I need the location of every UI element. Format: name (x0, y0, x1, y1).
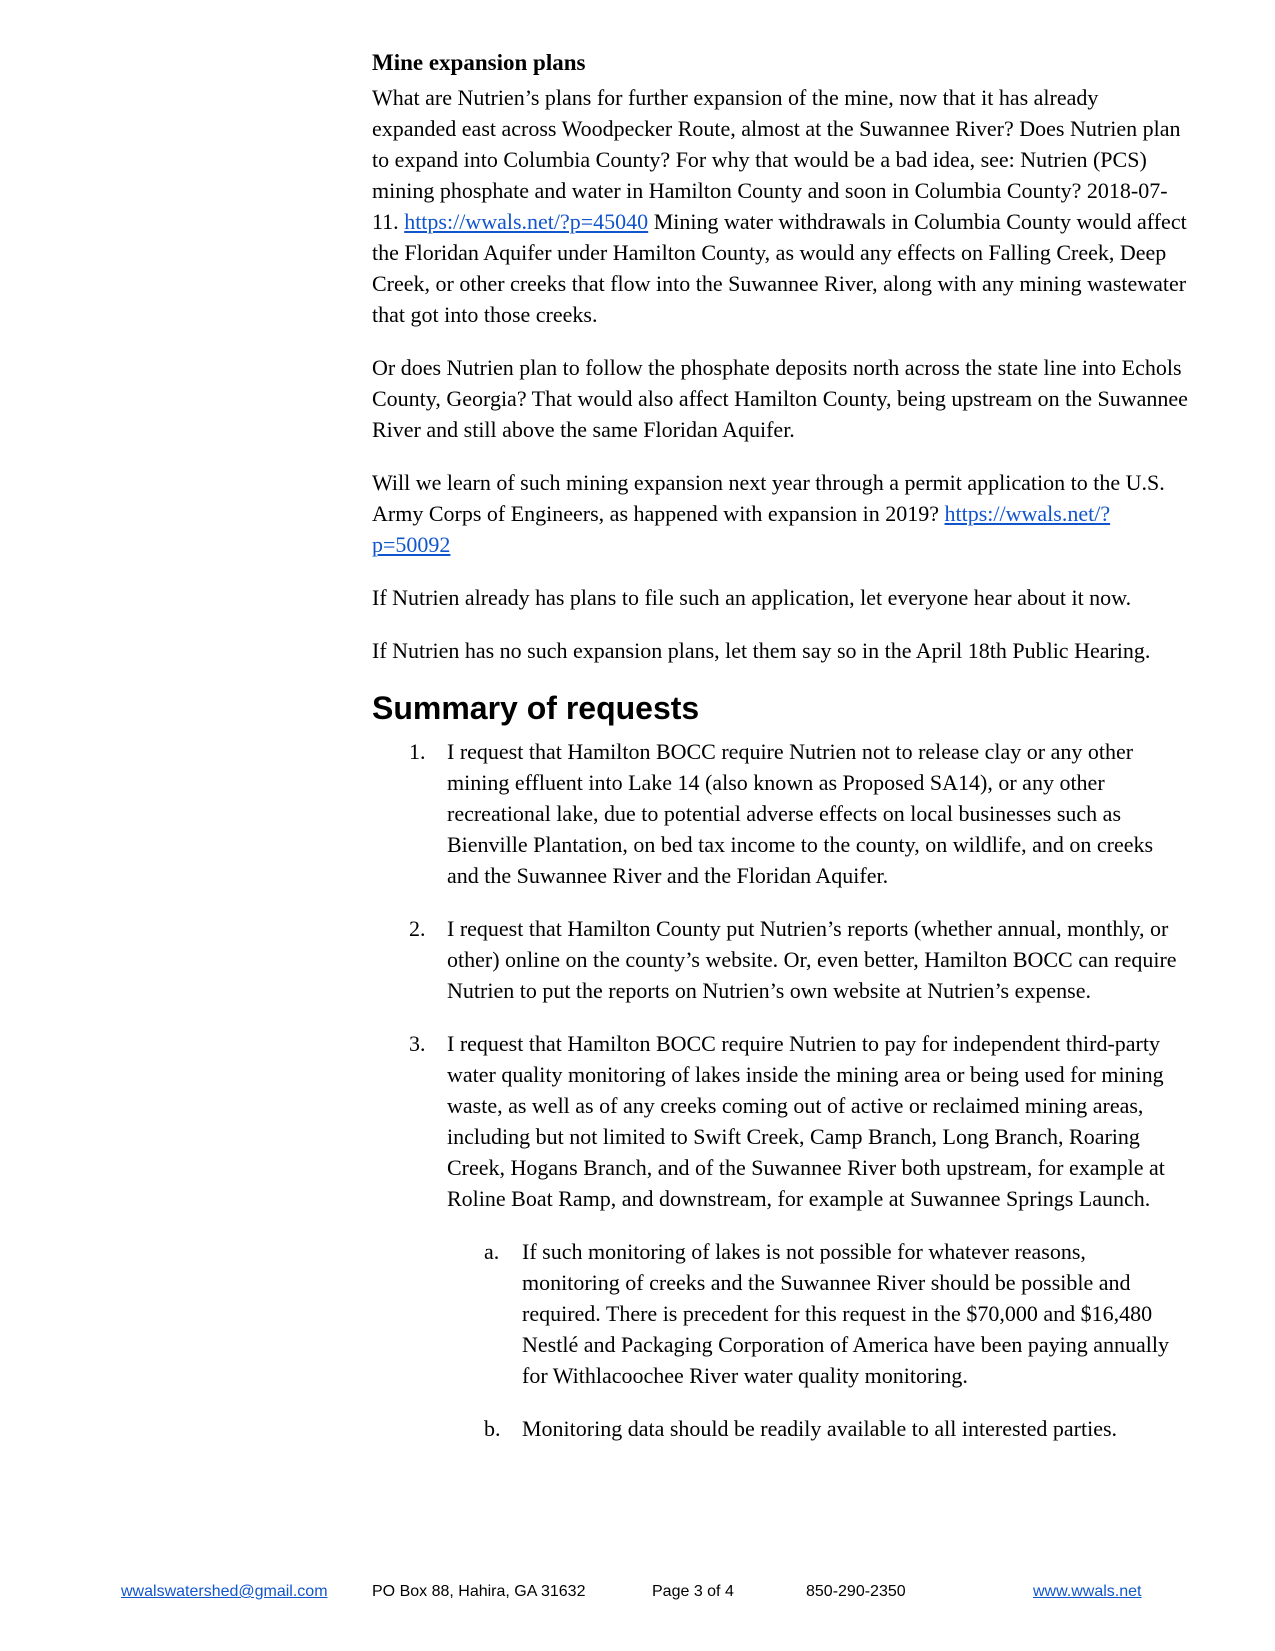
list-item (372, 913, 1188, 1006)
sub-list-item-letter: a. (484, 1239, 500, 1264)
section-heading-summary: Summary of requests (372, 690, 700, 726)
footer-email-wrap (121, 1580, 328, 1604)
paragraph-echols-county: Or does Nutrien plan to follow the phosphate deposits north across the state line into Echols County, Georgia? That would also affect Hamilton County, being upstream on the Suwannee River and still above the same Floridan Aquifer. (372, 355, 1188, 442)
list-item-number: 1. (409, 739, 426, 764)
list-item-number: 2. (409, 916, 426, 941)
paragraph-file-application: If Nutrien already has plans to file such an application, let everyone hear about it now. (372, 585, 1132, 610)
sub-list-item (447, 1236, 1188, 1391)
sub-requests-list (447, 1236, 1188, 1444)
footer-website-wrap (1033, 1580, 1141, 1604)
list-item-text: I request that Hamilton BOCC require Nutrien not to release clay or any other mining effluent into Lake 14 (also known as Proposed SA14), or any other recreational lake, due to potential adverse effects on local businesses such as Bienville Plantation, on bed tax income to the county, on wildlife, and on creeks and the Suwannee River and the Floridan Aquifer. (447, 739, 1154, 888)
sub-list-item-text: If such monitoring of lakes is not possible for whatever reasons, monitoring of creeks and the Suwannee River should be possible and required. There is precedent for this request in the $70,000 and $16,480 Nestlé and Packaging Corporation of America have been paying annually for Withlacoochee River water quality monitoring. (522, 1239, 1169, 1388)
list-item-text: I request that Hamilton County put Nutrien’s reports (whether annual, monthly, or other) online on the county’s website. Or, even better, Hamilton BOCC can require Nutrien to put the reports on Nutrien’s own website at Nutrien’s expense. (447, 916, 1177, 1003)
list-item (372, 736, 1188, 891)
section-heading-mine-expansion: Mine expansion plans (372, 50, 586, 75)
document-body (372, 48, 1188, 1466)
link-wwals-45040[interactable]: https://wwals.net/?p=45040 (404, 209, 649, 234)
paragraph-text: Mining water withdrawals in Columbia County would affect the Floridan Aquifer under Hamilton County, as would any effects on Falling Creek, Deep Creek, or other creeks that flow into the Suwannee River, along with any mining wastewater that got into those creeks. (372, 209, 1187, 327)
list-item (372, 1028, 1188, 1444)
list-item-number: 3. (409, 1031, 426, 1056)
footer-email-link[interactable]: wwalswatershed@gmail.com (121, 1583, 328, 1600)
paragraph-expansion-plans (372, 82, 1188, 330)
paragraph-no-expansion: If Nutrien has no such expansion plans, let them say so in the April 18th Public Hearing. (372, 638, 1151, 663)
footer-website-link[interactable]: www.wwals.net (1033, 1583, 1142, 1600)
footer-page-number: Page 3 of 4 (652, 1583, 734, 1600)
footer-address: PO Box 88, Hahira, GA 31632 (372, 1583, 586, 1600)
sub-list-item-letter: b. (484, 1416, 501, 1441)
requests-list (372, 736, 1188, 1444)
sub-list-item-text: Monitoring data should be readily available to all interested parties. (522, 1416, 1118, 1441)
sub-list-item (447, 1413, 1188, 1444)
paragraph-text: What are Nutrien’s plans for further expansion of the mine, now that it has already expanded east across Woodpecker Route, almost at the Suwannee River? Does Nutrien plan to expand into Columbia County? For why that would be a bad idea, see: Nutrien (PCS) mining phosphate and water in Hamilton County and soon in Columbia County? 2018-07-11. (372, 85, 1181, 234)
link-wwals-50092[interactable]: https://wwals.net/?p=50092 (372, 501, 1111, 557)
page-footer (0, 1580, 1275, 1604)
footer-phone: 850-290-2350 (806, 1583, 906, 1600)
list-item-text: I request that Hamilton BOCC require Nutrien to pay for independent third-party water quality monitoring of lakes inside the mining area or being used for mining waste, as well as of any creeks coming out of active or reclaimed mining areas, including but not limited to Swift Creek, Camp Branch, Long Branch, Roaring Creek, Hogans Branch, and of the Suwannee River both upstream, for example at Roline Boat Ramp, and downstream, for example at Suwannee Springs Launch. (447, 1031, 1165, 1211)
paragraph-text: Will we learn of such mining expansion next year through a permit application to the U.S. Army Corps of Engineers, as happened with expansion in 2019? (372, 470, 1165, 526)
paragraph-army-corps (372, 467, 1188, 560)
